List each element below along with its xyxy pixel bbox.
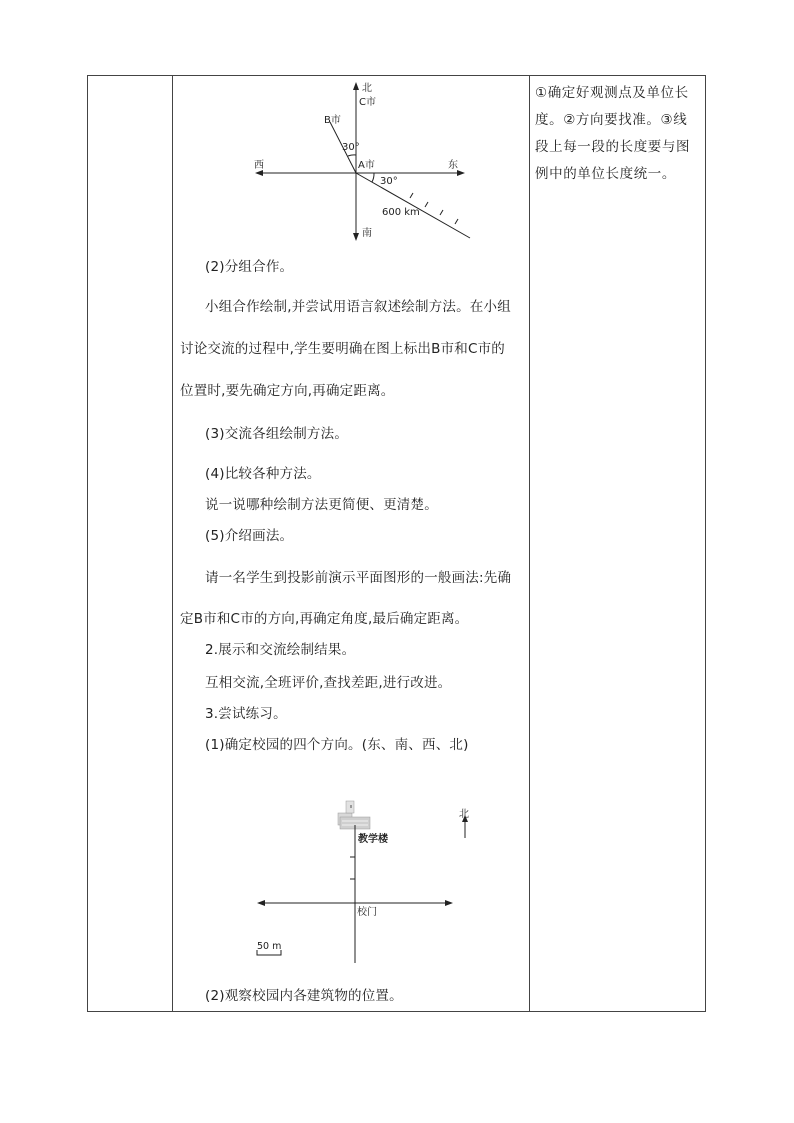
label-south: 南 bbox=[362, 228, 372, 239]
paragraph: (2)观察校园内各建筑物的位置。 bbox=[205, 988, 403, 1004]
paragraph: (5)介绍画法。 bbox=[205, 528, 294, 544]
paragraph: 小组合作绘制,并尝试用语言叙述绘制方法。在小组 bbox=[205, 299, 511, 315]
direction-diagram bbox=[250, 80, 480, 245]
label-north: 北 bbox=[362, 83, 372, 94]
label-north: 北 bbox=[459, 809, 469, 820]
paragraph: 3.尝试练习。 bbox=[205, 706, 287, 722]
angle-arc-d bbox=[372, 173, 374, 182]
paragraph: 2.展示和交流绘制结果。 bbox=[205, 642, 356, 658]
label-angle-d: 30° bbox=[380, 176, 398, 187]
side-note: ①确定好观测点及单位长度。②方向要找准。③线段上每一段的长度要与图例中的单位长度统一。 bbox=[535, 85, 691, 182]
angle-arc-b bbox=[348, 155, 356, 156]
paragraph: (3)交流各组绘制方法。 bbox=[205, 426, 349, 442]
paragraph: (4)比较各种方法。 bbox=[205, 466, 321, 482]
label-angle-b: 30° bbox=[342, 142, 360, 153]
label-city-c: C市 bbox=[359, 97, 376, 108]
column-divider-right bbox=[529, 76, 530, 1011]
north-arrow bbox=[353, 82, 359, 90]
label-city-b: B市 bbox=[324, 115, 341, 126]
paragraph: 定B市和C市的方向,再确定角度,最后确定距离。 bbox=[180, 611, 469, 627]
label-city-a: A市 bbox=[358, 160, 375, 171]
paragraph: 位置时,要先确定方向,再确定距离。 bbox=[180, 383, 395, 399]
label-building: 教学楼 bbox=[358, 834, 388, 845]
paragraph: 请一名学生到投影前演示平面图形的一般画法:先确 bbox=[205, 570, 512, 586]
label-scale: 600 km bbox=[382, 207, 420, 218]
column-divider-left bbox=[172, 76, 173, 1011]
campus-map bbox=[250, 795, 480, 967]
paragraph: (1)确定校园的四个方向。(东、南、西、北) bbox=[205, 737, 469, 753]
paragraph: 讨论交流的过程中,学生要明确在图上标出B市和C市的 bbox=[180, 341, 505, 357]
paragraph: (2)分组合作。 bbox=[205, 259, 294, 275]
teaching-building-icon bbox=[338, 801, 370, 829]
label-west: 西 bbox=[254, 160, 264, 171]
label-east: 东 bbox=[448, 160, 458, 171]
line-to-d bbox=[356, 173, 470, 238]
paragraph: 互相交流,全班评价,查找差距,进行改进。 bbox=[205, 675, 452, 691]
south-arrow bbox=[353, 233, 359, 241]
label-gate: 校门 bbox=[357, 907, 377, 918]
east-arrow bbox=[457, 170, 465, 176]
paragraph: 说一说哪种绘制方法更简便、更清楚。 bbox=[205, 497, 438, 513]
label-scale: 50 m bbox=[257, 941, 282, 952]
